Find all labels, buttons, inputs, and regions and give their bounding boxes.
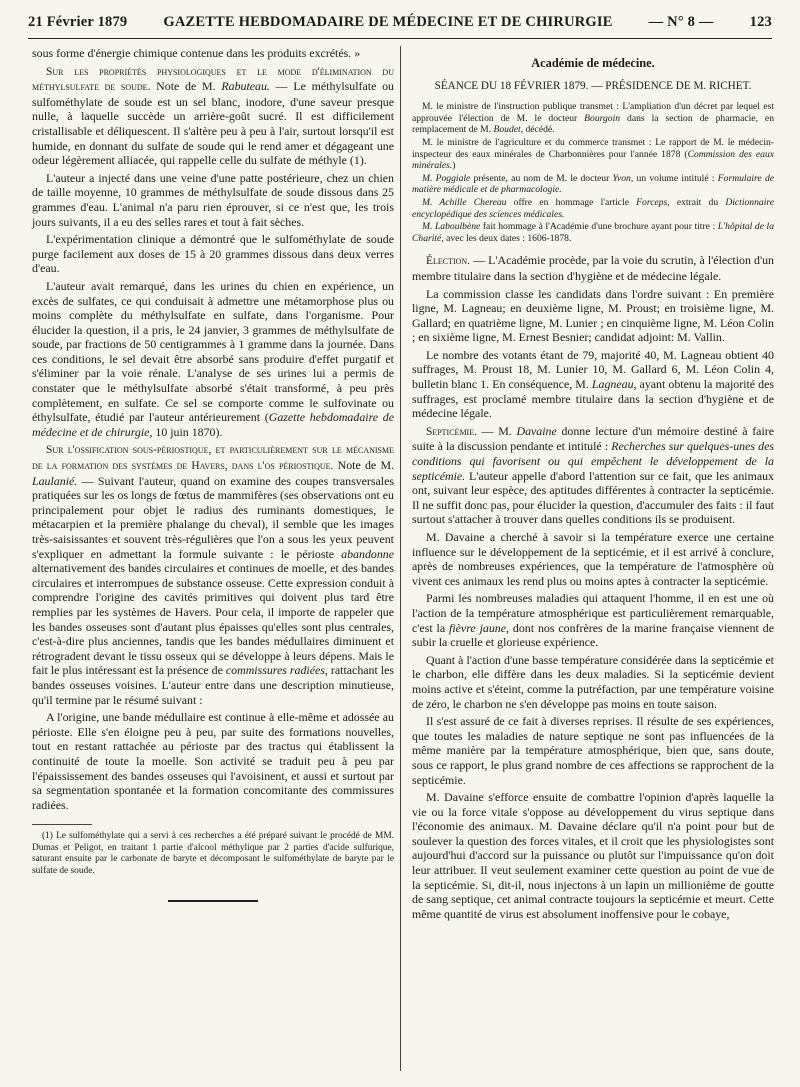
correspondence-item: M. Poggiale présente, au nom de M. le docteur Yvon, un volume intitulé : Formulaire de matière médicale et de pharmacologie. — [412, 172, 774, 196]
paragraph: La commission classe les candidats dans l'ordre suivant : En première ligne, M. Lagneau; en deuxième ligne, M. Proust; en troisième ligne, M. Gallard; en quatrième ligne, M. Lunier ; en cinquième ligne, M. Léon Colin ; en sixième ligne, M. Ernest Besnier; candidat adjoint: M. Vallin. — [412, 286, 774, 345]
paragraph: L'auteur a injecté dans une veine d'une patte postérieure, chez un chien de taille moyenne, 10 grammes de méthylsulfate de soude dissous dans 25 grammes d'eau. L'animal n'a paru rien éprouver, si ce n'est que, les trois jours suivants, il a eu des selles rares et tout à fait sèches. — [32, 170, 394, 229]
paragraph-rabuteau: Sur les propriétés physiologiques et le mode d'élimination du méthylsulfate de soude. Note de M. Rabuteau. — Le méthylsulfate ou sulfométhylate de soude est un sel blanc, inodore, d'une saveur presque nulle, à laquelle succède un arrière-goût sucré. Il est difficilement cristallisable et déliquescent. Il s'altère peu à peu à l'air, surtout lorsqu'il est humide, en donnant du sulfate de soude qui le rend amer et dégageant une odeur légèrement alliacée, qui rappelle celle du sulfate de méthyle (1). — [32, 65, 394, 168]
article-heading: Élection. — [426, 255, 471, 268]
column-divider — [400, 46, 401, 1071]
correspondence-item: M. Laboulbène fait hommage à l'Académie d'une brochure ayant pour titre : L'hôpital de la Charité, avec les deux dates : 1606-1878. — [412, 221, 775, 244]
paragraph: Parmi les nombreuses maladies qui attaquent l'homme, il en est une où l'action de la température atmosphérique est particulièrement remarquable, c'est la fièvre jaune, dont nos confrères de la marine française viennent de subir la cruelle et glorieuse expérience. — [412, 591, 774, 650]
paragraph: L'expérimentation clinique a démontré que le sulfométhylate de soude purge facilement aux doses de 15 à 20 grammes dissous dans deux verres d'eau. — [32, 232, 394, 276]
correspondence-item: M. le ministre de l'instruction publique transmet : L'ampliation d'un décret par lequel est approuvée l'élection de M. le docteur Bourgoin dans la section de pharmacie, en remplacement de M. Boudet, décédé. — [412, 101, 774, 136]
header-rule — [28, 38, 772, 39]
paragraph-laulanie: Sur l'ossification sous-périostique, et particulièrement sur le mécanisme de la formation des systèmes de Havers, dans l'os périostique. Note de M. Laulanié. — Suivant l'auteur, quand on examine des coupes transversales pratiquées sur les os longs de fœtus de mammifères (ses observations ont eu principalement pour objet le radius des ruminants domestiques, le métacarpien et la première phalange du cheval), il semble que les images très-saisissantes et souvent très-régulières que l'on a sous les yeux peuvent s'expliquer en admettant la formule suivante : le périoste abandonne alternativement des bandes circulaires et continues de moelle, et des bandes circulaires et interrompues de substance osseuse. Cette expression conduit à comprendre l'origine des cavités primitives qui doivent plus tard être remplies par les systèmes de Havers. Pour cela, il importe de rappeler que les bandes osseuses sont d'autant plus épaisses qu'elles sont plus centrales, c'est-à-dire plus anciennes, tandis que les bandes médullaires diminuent et rétrogradent devant le tissu osseux qui se développe à leurs dépens. Mais le fait le plus intéressant est la présence de commissures radiées, rattachant les bandes osseuses voisines. L'auteur entre dans une description minutieuse, qu'il termine par le résumé suivant : — [32, 444, 395, 707]
right-column — [412, 46, 774, 924]
paragraph: Quant à l'action d'une basse température considérée dans la septicémie et le charbon, elle diffère dans les deux maladies. Si la septicémie devient moins active et s'éteint, comme la putréfaction, par une température voisine de zéro, le charbon ne s'en développe pas moins en toute saison. — [412, 652, 774, 711]
article-heading: Sur l'ossification sous-périostique, et particulièrement sur le mécanisme de la formation des systèmes de Havers, dans l'os périostique. — [32, 444, 394, 473]
footnote: (1) Le sulfométhylate qui a servi à ces recherches a été préparé suivant le procédé de MM. Dumas et Peligot, en traitant 1 partie d'alcool méthylique par 2 parties d'acide sulfurique, saturant ensuite par le carbonate de baryte et décomposant le sulfométhylate de baryte par le sulfate de soude. — [32, 831, 394, 877]
author-name: Laulanié. — [32, 473, 78, 488]
left-column — [32, 46, 394, 902]
article-heading: Sur les propriétés physiologiques et le mode d'élimination du méthylsulfate de soude. — [32, 65, 394, 94]
author-name: Rabuteau. — [221, 79, 270, 94]
paragraph-septicemie: Septicémie. — M. Davaine donne lecture d'un mémoire destiné à faire suite à la discussion pendante et intitulé : Recherches sur quelques-unes des conditions qui favorisent ou qui empêchent le développement de la septicémie. L'auteur appelle d'abord l'attention sur ce fait, que les animaux ont, suivant leur espèce, des aptitudes différentes à contracter la septicémie. Il ne suffit donc pas, pour élucider la question, d'accumuler des faits : il faut surtout s'attacher à trouver dans quelles conditions ils se produisent. — [412, 423, 774, 527]
session-line: SÉANCE DU 18 FÉVRIER 1879. — PRÉSIDENCE DE M. RICHET. — [434, 79, 752, 92]
issue-date: 21 Février 1879 — [28, 14, 128, 30]
footnote-rule — [32, 824, 92, 825]
article-heading: Septicémie. — [426, 425, 477, 438]
paragraph: Le nombre des votants étant de 79, majorité 40, M. Lagneau obtient 40 suffrages, M. Proust 18, M. Lunier 10, M. Gallard 6, M. Léon Colin 4, bulletin blanc 1. En conséquence, M. Lagneau, ayant obtenu la majorité des suffrages, est proclamé membre titulaire dans la section d'hygiène et de médecine légale. — [412, 347, 774, 421]
paragraph: Il s'est assuré de ce fait à diverses reprises. Il résulte de ses expériences, que toutes les maladies de nature septique ne sont pas influencées de la même manière par la température atmosphérique, bien que, sans doute, sous ce rapport, le plus grand nombre de ces affections se rapprochent de la septicémie. — [412, 714, 774, 787]
journal-title: GAZETTE HEBDOMADAIRE DE MÉDECINE ET DE CHIRURGIE — [163, 14, 613, 30]
page-number: 123 — [749, 14, 772, 30]
correspondence-item: M. le ministre de l'agriculture et du commerce transmet : Le rapport de M. le médecin-inspecteur des eaux minérales de Charbonnières pour l'année 1878 (Commission des eaux minérales.) — [412, 136, 775, 172]
paragraph: M. Davaine s'efforce ensuite de combattre l'opinion d'après laquelle la vie ou la force vitale s'oppose au développement du virus septique dans l'économie des animaux. M. Davaine déclare qu'il n'a point pour but de soulever la question des forces vitales, et il croit que les physiologistes sont aujourd'hui d'accord sur la puissance ou plutôt sur l'impuissance qu'on doit leur attribuer. Il veut seulement examiner cette question au point de vue de la septicémie. Si, dit-il, nous injectons à un lapin un millionième de goutte de sang septique, cet animal contracte toujours la septicémie et meurt. Cette même quantité de virus est absolument inoffensive pour le cobaye, — [412, 790, 774, 921]
issue-number: — N° 8 — — [648, 14, 714, 30]
running-head — [28, 14, 772, 36]
correspondence-item: M. Achille Chereau offre en hommage l'article Forceps, extrait du Dictionnaire encyclopédique des sciences médicales. — [412, 196, 774, 220]
paragraph: L'auteur avait remarqué, dans les urines du chien en expérience, un excès de sulfates, ce qui conduisait à admettre une métamorphose plus ou moins complète du méthylsulfate en sulfate, dans l'organisme. Pour élucider la question, il a pris, le 24 janvier, 3 grammes de méthylsulfate de soude, par fractions de 50 centigrammes à 1 gramme dans la journée. Dans ces conditions, le sel devait être absorbé sans produire d'effet purgatif et s'éliminer par la voie rénale. L'analyse de ses urines lui a permis de constater que le méthylsulfate absorbé s'était transformé, à peu près complètement, en sulfate. Ce sel se comporte comme le sulfovinate ou éthylsulfate, étudié par l'auteur antérieurement (Gazette hebdomadaire de médecine et de chirurgie, 10 juin 1870). — [32, 278, 394, 439]
paragraph: M. Davaine a cherché à savoir si la température exerce une certaine influence sur le développement de la septicémie, et il est arrivé à conclure, après de nombreuses expériences, que la température de l'atmosphère où vivent ces animaux les rend plus ou moins aptes à contracter la septicémie. — [412, 530, 774, 588]
paragraph: sous forme d'énergie chimique contenue dans les produits excrétés. » — [32, 46, 361, 60]
correspondence — [412, 101, 774, 244]
section-title: Académie de médecine. — [531, 56, 655, 70]
paragraph: A l'origine, une bande médullaire est continue à elle-même et adossée au périoste. Elle s'en éloigne peu à peu, par suite des formations nouvelles, tout en restant rattachée au périoste par des tractus qui établissent la continuité de toute la moelle. Son activité se traduit peu à peu par l'épaississement des bandes osseuses qui l'avoisinent, et aussi et surtout par sa segmentation spontanée et la formation concomitante des commissures radiées. — [32, 710, 394, 812]
paragraph-election: Élection. — L'Académie procède, par la voie du scrutin, à l'élection d'un membre titulaire dans la section d'hygiène et de médecine légale. — [412, 253, 774, 283]
end-rule — [168, 900, 258, 902]
